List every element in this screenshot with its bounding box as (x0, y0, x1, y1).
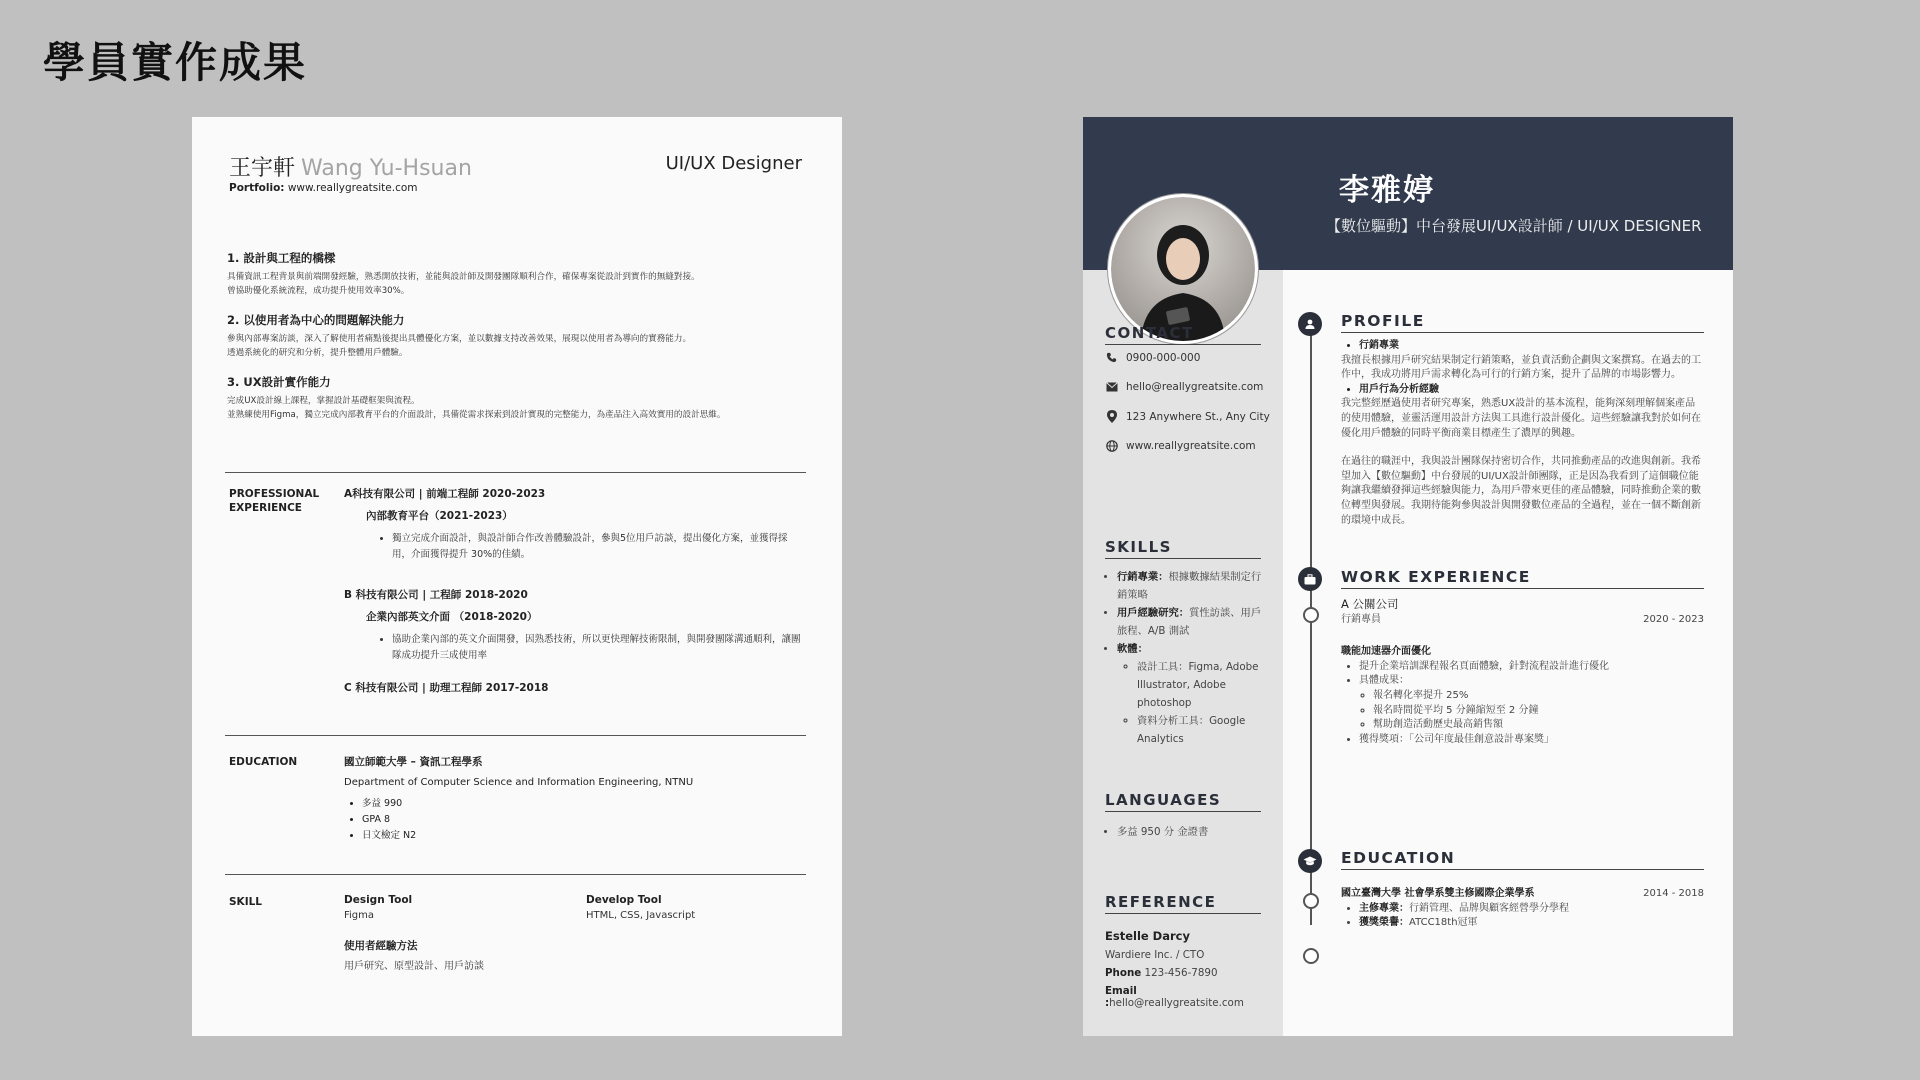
abilities-section (227, 250, 817, 436)
profile-heading: PROFILE (1341, 312, 1425, 330)
work-bullet: • 獲得獎項：「公司年度最佳創意設計專案獎」 (1359, 733, 1704, 748)
education-dept: Department of Computer Science and Information Engineering, NTNU (344, 777, 694, 788)
work-bullet: • 具體成果： ◦ 報名轉化率提升 25% ◦ 報名時間從平均 5 分鐘縮短至 2 分鐘 ◦ 幫助創造活動歷史最高銷售額 (1359, 674, 1704, 732)
skill-group (344, 894, 412, 921)
work-bullet: • 提升企業培訓課程報名頁面體驗，針對流程設計進行優化 (1359, 660, 1704, 675)
heading-underline (1105, 913, 1261, 914)
portfolio-link[interactable]: www.reallygreatsite.com (287, 182, 418, 194)
job-item (344, 680, 806, 695)
job-role: UI/UX Designer (665, 153, 802, 174)
chinese-name: 王宇軒 (229, 156, 296, 181)
location-icon (1105, 410, 1118, 423)
briefcase-icon (1298, 567, 1322, 591)
portfolio-label: Portfolio: (229, 182, 285, 194)
skill-value: Figma (344, 910, 375, 921)
job-item (344, 587, 806, 664)
job-project: 內部教育平台（2021-2023） (366, 510, 513, 522)
contact-website: www.reallygreatsite.com (1105, 439, 1256, 452)
education-item: • 日文檢定 N2 (362, 828, 806, 844)
mail-icon (1105, 380, 1118, 393)
ability-text: 具備資訊工程背景與前端開發經驗，熟悉開放技術，並能與設計師及開發團隊順利合作，確保專案從設計到實作的無縫對接。 (227, 272, 700, 282)
skill-value: 用戶研究、原型設計、用戶訪談 (344, 961, 484, 972)
skill-item: • 軟體： ◦ 設計工具：Figma, Adobe Illustrator, Adobe photoshop ◦ 資料分析工具：Google Analytics (1117, 640, 1265, 748)
education-item: • 主修專業：行銷管理、品牌與顧客經營學分學程 (1359, 902, 1704, 917)
profile-bullet: • 用戶行為分析經驗 (1359, 383, 1704, 398)
resume-name-row (229, 151, 802, 182)
ability-text: 曾協助優化系統流程，成功提升使用效率30%。 (227, 286, 410, 296)
timeline-line (1310, 325, 1312, 925)
candidate-name: 李雅婷 (1339, 173, 1435, 208)
job-bullet: • 獨立完成介面設計，與設計師合作改善體驗設計，參與5位用戶訪談，提出優化方案，並獲得採用，介面獲得提升 30%的佳績。 (392, 531, 806, 563)
graduation-cap-icon (1298, 849, 1322, 873)
ability-title: 2. 以使用者為中心的問題解決能力 (227, 313, 405, 327)
languages-heading: LANGUAGES (1105, 791, 1222, 809)
avatar (1108, 194, 1258, 344)
reference-heading: REFERENCE (1105, 893, 1217, 911)
education-item: • 獲獎榮譽：ATCC18th冠軍 (1359, 916, 1704, 931)
heading-underline (1341, 869, 1704, 870)
education-item: • 多益 990 (362, 796, 806, 812)
skill-title: 使用者經驗方法 (344, 940, 418, 952)
experience-section (344, 486, 806, 711)
education-school: 國立師範大學 – 資訊工程學系 (344, 756, 483, 768)
job-title: A科技有限公司 | 前端工程師 2020-2023 (344, 488, 546, 500)
timeline-node (1303, 607, 1319, 623)
skill-title: Develop Tool (586, 894, 662, 906)
job-title: B 科技有限公司 | 工程師 2018-2020 (344, 589, 528, 601)
ability-text: 參與內部專案訪談，深入了解使用者痛點後提出具體優化方案，並以數據支持改善效果，展現以使用者為導向的實務能力。 (227, 334, 692, 344)
profile-bullet: • 行銷專業 (1359, 339, 1704, 354)
heading-underline (1341, 588, 1704, 589)
work-years: 2020 - 2023 (1643, 613, 1704, 625)
profile-text: 我完整經歷過使用者研究專案，熟悉UX設計的基本流程，能夠深刻理解個案產品的使用體驗，並靈活運用設計方法與工具進行設計優化。這些經驗讓我對於如何在優化用戶體驗的同時平衡商業目標產生了濃厚的興趣。 (1341, 398, 1701, 439)
section-divider (225, 735, 806, 736)
work-project: 職能加速器介面優化 (1341, 646, 1431, 658)
work-experience-heading: WORK EXPERIENCE (1341, 568, 1531, 586)
contact-email: hello@reallygreatsite.com (1105, 380, 1263, 393)
skills-list (1105, 568, 1265, 748)
skill-label: SKILL (229, 896, 262, 908)
education-school: 國立臺灣大學 社會學系雙主修國際企業學系 (1341, 888, 1535, 899)
education-label: EDUCATION (229, 756, 298, 768)
reference-email: Email :hello@reallygreatsite.com (1105, 985, 1244, 1009)
work-result: ◦ 報名時間從平均 5 分鐘縮短至 2 分鐘 (1373, 704, 1704, 719)
languages-list (1105, 823, 1265, 841)
language-item: • 多益 950 分 金證書 (1117, 823, 1265, 841)
profile-text: 我擅長根據用戶研究結果制定行銷策略，並負責活動企劃與文案撰寫。在過去的工作中，我成功將用戶需求轉化為可行的行銷方案，提升了品牌的市場影響力。 (1341, 354, 1701, 381)
page-title: 學員實作成果 (43, 38, 308, 87)
profile-section (1341, 339, 1704, 528)
heading-underline (1341, 332, 1704, 333)
heading-underline (1105, 344, 1261, 345)
skill-item: • 用戶經驗研究：質性訪談、用戶旅程、A/B 測試 (1117, 604, 1265, 640)
reference-block (1105, 929, 1270, 1015)
resume-card-wang (192, 117, 842, 1036)
work-company: A 公關公司 (1341, 597, 1399, 611)
skill-subitem: ◦ 設計工具：Figma, Adobe Illustrator, Adobe photoshop (1137, 658, 1265, 712)
profile-icon (1298, 312, 1322, 336)
education-heading: EDUCATION (1341, 849, 1456, 867)
work-result: ◦ 報名轉化率提升 25% (1373, 689, 1704, 704)
skill-value: HTML, CSS, Javascript (586, 910, 696, 921)
work-result: ◦ 幫助創造活動歷史最高銷售額 (1373, 718, 1704, 733)
education-row (1341, 887, 1704, 902)
job-item (344, 486, 806, 563)
contact-phone: 0900-000-000 (1105, 351, 1200, 364)
english-name: Wang Yu-Hsuan (301, 156, 472, 181)
timeline-node (1303, 948, 1319, 964)
work-experience-section (1341, 597, 1704, 747)
profile-text: 在過往的職涯中，我與設計團隊保持密切合作，共同推動產品的改進與創新。我希望加入【數位驅動】中台發展的UI/UX設計師團隊，正是因為我看到了這個職位能夠讓我繼續發揮這些經驗與能力，為用戶帶來更佳的產品體驗，同時推動企業的數位轉型與發展。我期待能夠參與設計與開發數位產品的全過程，並在一個不斷創新的環境中成長。 (1341, 456, 1701, 526)
heading-underline (1105, 811, 1261, 812)
education-years: 2014 - 2018 (1643, 888, 1704, 899)
ability-text: 透過系統化的研究和分析，提升整體用戶體驗。 (227, 348, 408, 358)
skill-subitem: ◦ 資料分析工具：Google Analytics (1137, 712, 1265, 748)
candidate-subtitle: 【數位驅動】中台發展UI/UX設計師 / UI/UX DESIGNER (1326, 217, 1702, 235)
ability-title: 3. UX設計實作能力 (227, 375, 331, 389)
ability-text: 並熟練使用Figma，獨立完成內部教育平台的介面設計，具備從需求探索到設計實現的完整能力，為產品注入高效實用的設計思維。 (227, 410, 726, 420)
education-section (344, 754, 806, 844)
ability-text: 完成UX設計線上課程，掌握設計基礎框架與流程。 (227, 396, 420, 406)
ability-item (227, 374, 817, 422)
experience-label: PROFESSIONAL EXPERIENCE (229, 488, 320, 514)
reference-org: Wardiere Inc. / CTO (1105, 949, 1205, 961)
skill-title: Design Tool (344, 894, 413, 906)
ability-title: 1. 設計與工程的橋樑 (227, 251, 336, 265)
ability-item (227, 250, 817, 298)
education-section (1341, 887, 1704, 931)
skill-group (344, 938, 484, 972)
phone-icon (1105, 351, 1118, 364)
resume-card-li (1083, 117, 1733, 1036)
work-role: 行銷專員 (1341, 613, 1381, 625)
heading-underline (1105, 558, 1261, 559)
section-divider (225, 874, 806, 875)
work-role-row (1341, 613, 1704, 628)
skills-heading: SKILLS (1105, 538, 1172, 556)
skill-section (344, 894, 806, 984)
job-bullet: • 協助企業內部的英文介面開發，因熟悉技術，所以更快理解技術限制，與開發團隊溝通順利，讓團隊成功提升三成使用率 (392, 632, 806, 664)
education-item: • GPA 8 (362, 812, 806, 828)
ability-item (227, 312, 817, 360)
reference-phone: Phone 123-456-7890 (1105, 967, 1218, 979)
globe-icon (1105, 439, 1118, 452)
skill-group (586, 894, 695, 921)
section-divider (225, 472, 806, 473)
job-project: 企業內部英文介面 （2018-2020） (366, 611, 538, 623)
contact-heading: CONTACT (1105, 324, 1194, 342)
skill-item: • 行銷專業：根據數據結果制定行銷策略 (1117, 568, 1265, 604)
portrait-image (1111, 197, 1255, 341)
contact-address: 123 Anywhere St., Any City (1105, 410, 1270, 423)
reference-name: Estelle Darcy (1105, 929, 1190, 943)
timeline-node (1303, 893, 1319, 909)
portfolio-line (229, 182, 418, 194)
job-title: C 科技有限公司 | 助理工程師 2017-2018 (344, 682, 549, 694)
